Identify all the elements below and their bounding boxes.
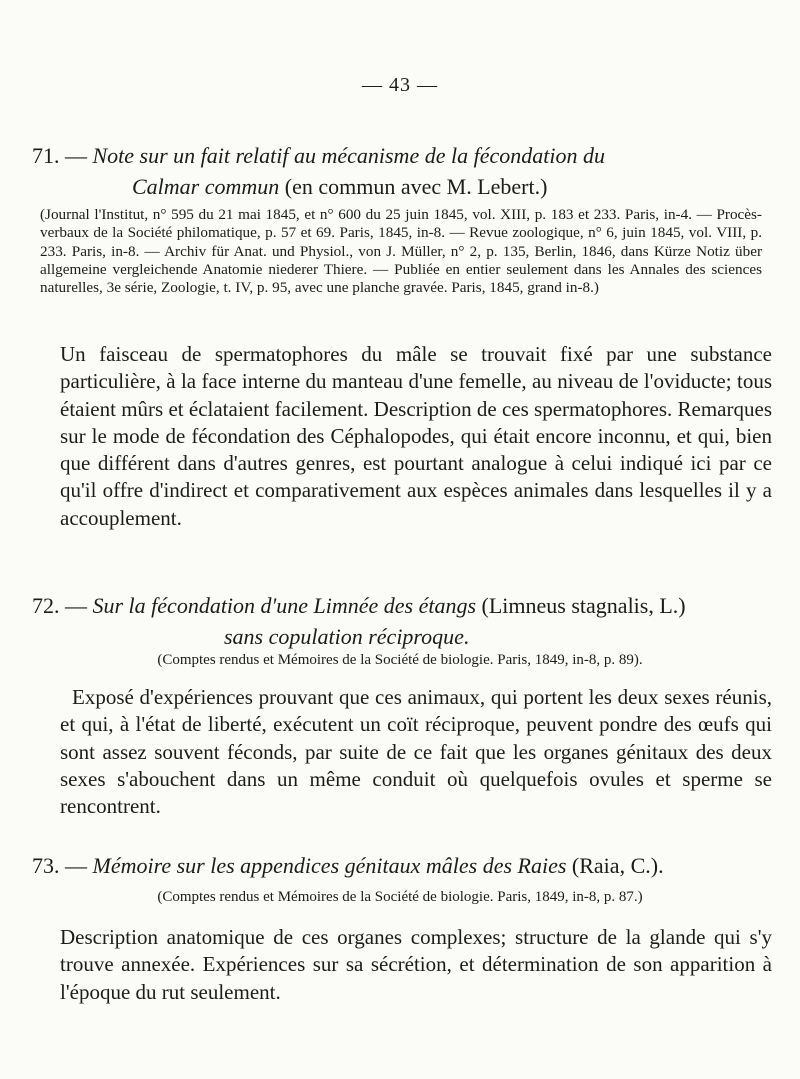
entry-title-italic: Sur la fécondation d'une Limnée des étangs [92,593,477,618]
entry-72-body: Exposé d'expériences prouvant que ces animaux, qui portent les deux sexes réunis, et qui, à l'état de liberté, exécutent un coït réciproque, peuvent pondre des œufs qui sont assez souvent féconds, par suite de ce fait que les organes génitaux des deux sexes s'abouchent dans un même conduit où quelquefois ovules et sperme se rencontrent. [60,685,772,819]
entry-73-reference: (Comptes rendus et Mémoires de la Société de biologie. Paris, 1849, in-8, p. 87.) [157,889,643,905]
entry-number: 71. [32,143,60,168]
entry-72-reference: (Comptes rendus et Mémoires de la Société de biologie. Paris, 1849, in-8, p. 89). [157,652,643,668]
entry-number: 73. [32,853,60,878]
entry-71-reference: (Journal l'Institut, n° 595 du 21 mai 1845, et n° 600 du 25 juin 1845, vol. XIII, p. 183 et 233. Paris, in-4. — Procès-verbaux de la Société philomatique, p. 57 et 69. Paris, 1845, in-8. — Revue zoologique, n° 6, juin 1845, vol. VIII, p. 233. Paris, in-8. — Archiv für Anat. und Physiol., von J. Müller, n° 2, p. 135, Berlin, 1846, dans Kürze Notiz über allgemeine vergleichende Anatomie niederer Thiere. — Publiée en entier seulement dans les Annales des sciences naturelles, 3e série, Zoologie, t. IV, p. 95, avec une planche gravée. Paris, 1845, grand in-8.) [40,206,762,297]
page-number: — 43 — [362,74,438,96]
entry-72-title: 72. — Sur la fécondation d'une Limnée des étangs (Limneus stagnalis, L.) sans copulation réciproque. [32,593,686,649]
entry-73-body: Description anatomique de ces organes complexes; structure de la glande qui s'y trouve annexée. Expériences sur sa sécrétion, et détermination de son apparition à l'époque du rut seulement. [60,925,772,1004]
entry-title-italic: Mémoire sur les appendices génitaux mâles des Raies [92,853,567,878]
entry-title-italic: Note sur un fait relatif au mécanisme de la fécondation du [92,143,605,168]
entry-73-title: 73. — Mémoire sur les appendices génitaux mâles des Raies (Raia, C.). [32,853,664,878]
entry-71-title: 71. — Note sur un fait relatif au mécanisme de la fécondation du Calmar commun (en commun avec M. Lebert.) [32,143,605,199]
entry-71-body: Un faisceau de spermatophores du mâle se trouvait fixé par une substance particulière, à la face interne du manteau d'une femelle, au niveau de l'oviducte; tous étaient mûrs et éclataient facilement. Description de ces spermatophores. Remarques sur le mode de fécondation des Céphalopodes, qui était encore inconnu, et qui, bien que différent dans d'autres genres, est pourtant analogue à celui indiqué ici par ce qu'il offre d'indirect et comparativement aux espèces animales dans lesquelles il y a accouplement. [60,342,772,530]
entry-number: 72. [32,593,60,618]
